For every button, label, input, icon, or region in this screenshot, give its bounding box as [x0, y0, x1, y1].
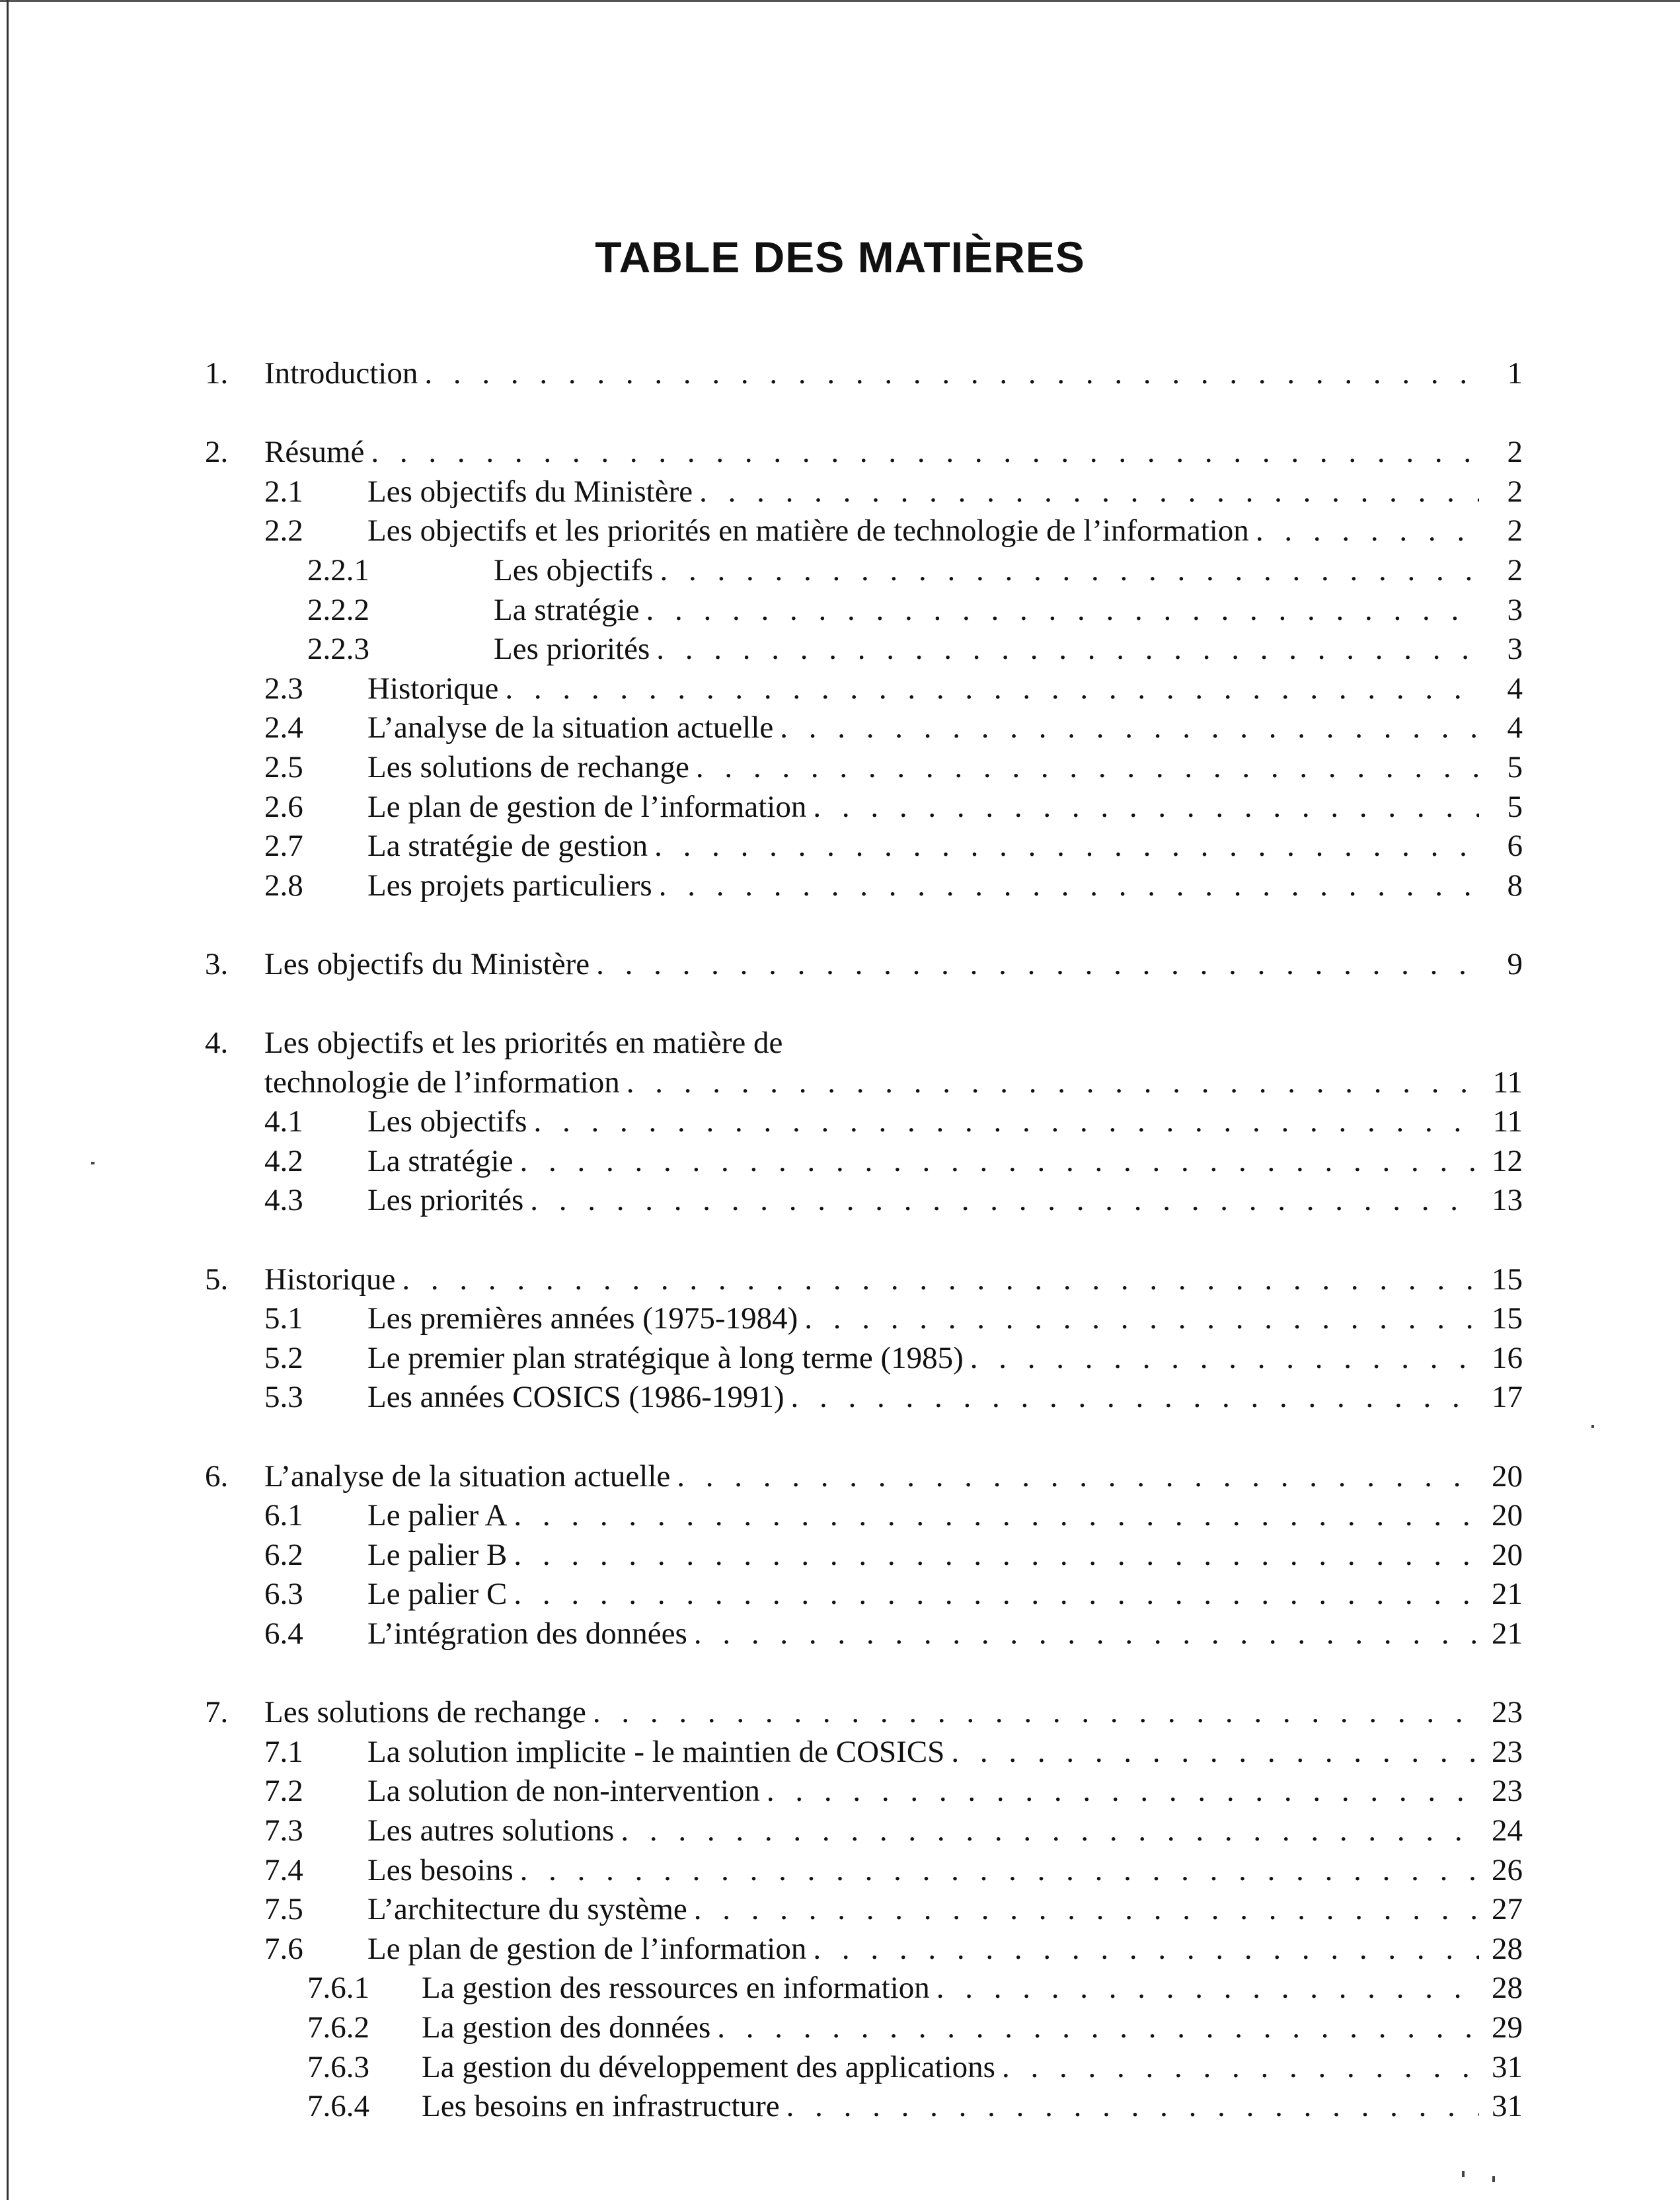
toc-entry-page: 2 [1507, 474, 1523, 509]
toc-entry-label: Le palier A [367, 1498, 508, 1533]
toc-entry[interactable] [0, 748, 1523, 788]
dot-leader [371, 433, 1479, 473]
dot-leader [654, 827, 1479, 866]
toc-entry-label: Historique [264, 1262, 396, 1297]
toc-entry-label: Les besoins [367, 1852, 514, 1887]
dot-leader [656, 630, 1479, 669]
scan-speck [91, 1162, 95, 1164]
toc-entry-label: La gestion du développement des applications [422, 2049, 995, 2084]
toc-entry-number: 2.2.1 [307, 552, 369, 588]
toc-entry-label: Les objectifs et les priorités en matière de technologie de l’information [367, 513, 1249, 549]
toc-entry[interactable] [0, 1693, 1523, 1733]
toc-entry-number: 5. [205, 1262, 229, 1297]
toc-entry-page: 15 [1492, 1262, 1523, 1297]
toc-entry-label: L’intégration des données [367, 1616, 687, 1651]
dot-leader [627, 1063, 1479, 1103]
dot-leader [659, 866, 1479, 906]
toc-entry-page: 28 [1492, 1931, 1523, 1966]
toc-entry-label: Les priorités [367, 1183, 524, 1218]
toc-entry[interactable] [0, 512, 1523, 551]
toc-entry-label: technologie de l’information [264, 1065, 620, 1100]
toc-entry[interactable] [0, 866, 1523, 906]
toc-entry-label: Les solutions de rechange [367, 749, 689, 784]
toc-entry-page: 23 [1492, 1774, 1523, 1809]
toc-entry-number: 6.4 [264, 1616, 303, 1651]
toc-entry-continuation[interactable] [0, 1063, 1523, 1103]
toc-entry-label: Le plan de gestion de l’information [367, 1931, 807, 1966]
toc-entry[interactable] [0, 1811, 1523, 1851]
toc-entry-page: 11 [1492, 1065, 1523, 1100]
dot-leader [1256, 512, 1479, 551]
toc-entry-label: L’architecture du système [367, 1892, 687, 1927]
toc-entry-number: 4.2 [264, 1143, 303, 1178]
toc-entry-page: 31 [1492, 2089, 1523, 2124]
toc-entry[interactable] [0, 1102, 1523, 1142]
toc-entry-page: 17 [1492, 1380, 1523, 1415]
toc-entry-label: La stratégie [367, 1143, 514, 1178]
toc-entry-label: Les priorités [494, 632, 650, 667]
toc-entry-page: 21 [1492, 1616, 1523, 1651]
dot-leader [767, 1772, 1479, 1811]
toc-entry-page: 5 [1507, 749, 1523, 784]
dot-leader [646, 591, 1479, 630]
dot-leader [970, 1339, 1479, 1379]
toc-entry-label: Les objectifs du Ministère [264, 946, 590, 981]
toc-entry[interactable] [0, 1181, 1523, 1221]
toc-entry[interactable] [0, 630, 1523, 669]
dot-leader [936, 1969, 1479, 2008]
toc-entry-page: 23 [1492, 1695, 1523, 1730]
toc-entry-number: 2. [205, 435, 229, 470]
toc-entry-number: 7.6.3 [307, 2049, 369, 2084]
toc-entry-label: Les projets particuliers [367, 868, 652, 903]
toc-entry-label: Les années COSICS (1986-1991) [367, 1380, 784, 1415]
dot-leader [530, 1181, 1479, 1221]
toc-entry-number: 5.2 [264, 1340, 303, 1375]
toc-entry-page: 2 [1507, 552, 1523, 588]
dot-leader [717, 2008, 1479, 2048]
toc-entry-label: Les autres solutions [367, 1813, 615, 1848]
toc-entry-number: 5.1 [264, 1301, 303, 1336]
dot-leader [520, 1142, 1479, 1182]
toc-entry-number: 7.6.1 [307, 1971, 369, 2006]
toc-entry-label: La stratégie de gestion [367, 829, 648, 864]
toc-entry[interactable] [0, 1536, 1523, 1575]
toc-entry-number: 1. [205, 356, 229, 391]
toc-entry-page: 1 [1507, 356, 1523, 391]
toc-entry-page: 4 [1507, 710, 1523, 745]
toc-entry[interactable] [0, 473, 1523, 512]
toc-entry-label: Les premières années (1975-1984) [367, 1301, 798, 1336]
dot-leader [514, 1536, 1479, 1575]
toc-entry-page: 24 [1492, 1813, 1523, 1848]
toc-entry[interactable] [0, 551, 1523, 591]
toc-entry[interactable] [0, 1024, 1523, 1063]
dot-leader [402, 1260, 1479, 1300]
toc-entry[interactable] [0, 1496, 1523, 1536]
toc-entry-label: Les besoins en infrastructure [422, 2089, 780, 2124]
toc-entry-label: Les objectifs [494, 552, 654, 588]
toc-entry[interactable] [0, 788, 1523, 827]
toc-entry-page: 2 [1507, 513, 1523, 549]
toc-entry-number: 2.2.3 [307, 632, 369, 667]
toc-entry[interactable] [0, 945, 1523, 985]
toc-entry-page: 26 [1492, 1852, 1523, 1887]
dot-leader [791, 1378, 1479, 1418]
toc-entry[interactable] [0, 433, 1523, 473]
toc-entry[interactable] [0, 1851, 1523, 1891]
toc-entry-page: 11 [1492, 1104, 1523, 1139]
toc-entry-label: Les objectifs et les priorités en matière de [264, 1026, 783, 1061]
toc-entry[interactable] [0, 1339, 1523, 1379]
dot-leader [677, 1457, 1479, 1497]
toc-entry-label: Le palier B [367, 1537, 508, 1572]
toc-entry-number: 2.1 [264, 474, 303, 509]
dot-leader [813, 788, 1479, 827]
toc-entry-number: 2.4 [264, 710, 303, 745]
dot-leader [621, 1811, 1479, 1851]
toc-entry[interactable] [0, 1457, 1523, 1497]
dot-leader [514, 1575, 1479, 1614]
toc-entry-label: La gestion des ressources en information [422, 1971, 930, 2006]
toc-entry-number: 6.1 [264, 1498, 303, 1533]
toc-entry-number: 6.3 [264, 1577, 303, 1612]
toc-entry-number: 7.6 [264, 1931, 303, 1966]
toc-entry-number: 2.3 [264, 671, 303, 706]
dot-leader [696, 748, 1479, 788]
dot-leader [694, 1890, 1479, 1930]
dot-leader [1002, 2048, 1479, 2088]
toc-entry-page: 20 [1492, 1459, 1523, 1494]
toc-entry-number: 7.4 [264, 1852, 303, 1887]
toc-entry-number: 7.5 [264, 1892, 303, 1927]
dot-leader [694, 1614, 1479, 1654]
toc-entry[interactable] [0, 1930, 1523, 1969]
toc-entry-label: L’analyse de la situation actuelle [264, 1459, 671, 1494]
toc-entry-page: 3 [1507, 592, 1523, 627]
toc-entry[interactable] [0, 1969, 1523, 2008]
toc-entry-number: 2.6 [264, 789, 303, 824]
dot-leader [593, 1693, 1479, 1733]
toc-entry-number: 2.2 [264, 513, 303, 549]
toc-entry-page: 20 [1492, 1498, 1523, 1533]
toc-entry-number: 4.1 [264, 1104, 303, 1139]
toc-entry-page: 20 [1492, 1537, 1523, 1572]
scan-top-border [0, 0, 1680, 2]
dot-leader [424, 354, 1479, 394]
scan-speck [1492, 2176, 1495, 2182]
toc-entry[interactable] [0, 1614, 1523, 1654]
toc-entry[interactable] [0, 1575, 1523, 1614]
toc-entry-number: 3. [205, 946, 229, 981]
scan-speck [1462, 2171, 1465, 2177]
toc-entry-page: 15 [1492, 1301, 1523, 1336]
dot-leader [514, 1496, 1479, 1536]
toc-entry-label: Le palier C [367, 1577, 508, 1612]
toc-entry[interactable] [0, 2048, 1523, 2088]
toc-entry-number: 2.5 [264, 749, 303, 784]
toc-entry-label: La solution de non-intervention [367, 1774, 760, 1809]
toc-entry-label: Les solutions de rechange [264, 1695, 586, 1730]
toc-entry[interactable] [0, 1378, 1523, 1418]
toc-entry[interactable] [0, 354, 1523, 394]
dot-leader [699, 473, 1479, 512]
dot-leader [660, 551, 1479, 591]
toc-entry-number: 7.2 [264, 1774, 303, 1809]
dot-leader [780, 708, 1479, 748]
toc-entry-number: 2.2.2 [307, 592, 369, 627]
toc-entry-label: Le plan de gestion de l’information [367, 789, 807, 824]
scan-speck [1591, 1425, 1594, 1428]
toc-entry-page: 13 [1492, 1183, 1523, 1218]
toc-entry[interactable] [0, 1299, 1523, 1339]
toc-entry-page: 6 [1507, 829, 1523, 864]
toc-entry[interactable] [0, 669, 1523, 709]
toc-entry-number: 5.3 [264, 1380, 303, 1415]
toc-entry-number: 7.6.4 [307, 2089, 369, 2124]
toc-entry-label: Les objectifs [367, 1104, 527, 1139]
dot-leader [505, 669, 1479, 709]
toc-entry-page: 29 [1492, 2010, 1523, 2045]
toc-entry[interactable] [0, 1772, 1523, 1811]
toc-entry-label: La stratégie [494, 592, 640, 627]
toc-entry-number: 7.1 [264, 1734, 303, 1769]
toc-entry-number: 4. [205, 1026, 229, 1061]
toc-entry-number: 7. [205, 1695, 229, 1730]
toc-entry[interactable] [0, 2087, 1523, 2127]
toc-entry[interactable] [0, 1890, 1523, 1930]
toc-entry-page: 12 [1492, 1143, 1523, 1178]
toc-entry-label: Les objectifs du Ministère [367, 474, 693, 509]
toc-entry-number: 7.6.2 [307, 2010, 369, 2045]
toc-entry-page: 23 [1492, 1734, 1523, 1769]
page-title: TABLE DES MATIÈRES [595, 233, 1085, 282]
toc-entry-label: La gestion des données [422, 2010, 711, 2045]
toc-entry[interactable] [0, 708, 1523, 748]
toc-entry-number: 6.2 [264, 1537, 303, 1572]
toc-entry-label: Introduction [264, 356, 418, 391]
dot-leader [813, 1930, 1479, 1969]
toc-entry-page: 3 [1507, 632, 1523, 667]
toc-entry-page: 28 [1492, 1971, 1523, 2006]
dot-leader [951, 1733, 1479, 1772]
toc-entry[interactable] [0, 1733, 1523, 1772]
toc-entry-label: Historique [367, 671, 499, 706]
toc-entry[interactable] [0, 1260, 1523, 1300]
toc-entry-page: 5 [1507, 789, 1523, 824]
toc-entry-page: 21 [1492, 1577, 1523, 1612]
toc-entry-page: 16 [1492, 1340, 1523, 1375]
toc-entry[interactable] [0, 1142, 1523, 1182]
toc-entry-number: 2.8 [264, 868, 303, 903]
toc-entry-number: 4.3 [264, 1183, 303, 1218]
toc-entry-page: 31 [1492, 2049, 1523, 2084]
toc-entry-label: Résumé [264, 435, 365, 470]
dot-leader [520, 1851, 1479, 1891]
toc-entry-page: 9 [1507, 946, 1523, 981]
toc-entry-label: L’analyse de la situation actuelle [367, 710, 774, 745]
toc-entry-page: 8 [1507, 868, 1523, 903]
toc-entry-page: 4 [1507, 671, 1523, 706]
dot-leader [786, 2087, 1479, 2127]
toc-entry[interactable] [0, 827, 1523, 866]
toc-entry[interactable] [0, 591, 1523, 630]
toc-entry-number: 7.3 [264, 1813, 303, 1848]
toc-entry[interactable] [0, 2008, 1523, 2048]
table-of-contents [0, 354, 1680, 2127]
toc-entry-number: 6. [205, 1459, 229, 1494]
toc-entry-label: La solution implicite - le maintien de COSICS [367, 1734, 945, 1769]
toc-entry-number: 2.7 [264, 829, 303, 864]
toc-entry-label: Le premier plan stratégique à long terme (1985) [367, 1340, 964, 1375]
dot-leader [804, 1299, 1479, 1339]
dot-leader [533, 1102, 1479, 1142]
toc-entry-page: 2 [1507, 435, 1523, 470]
toc-entry-page: 27 [1492, 1892, 1523, 1927]
dot-leader [596, 945, 1479, 985]
